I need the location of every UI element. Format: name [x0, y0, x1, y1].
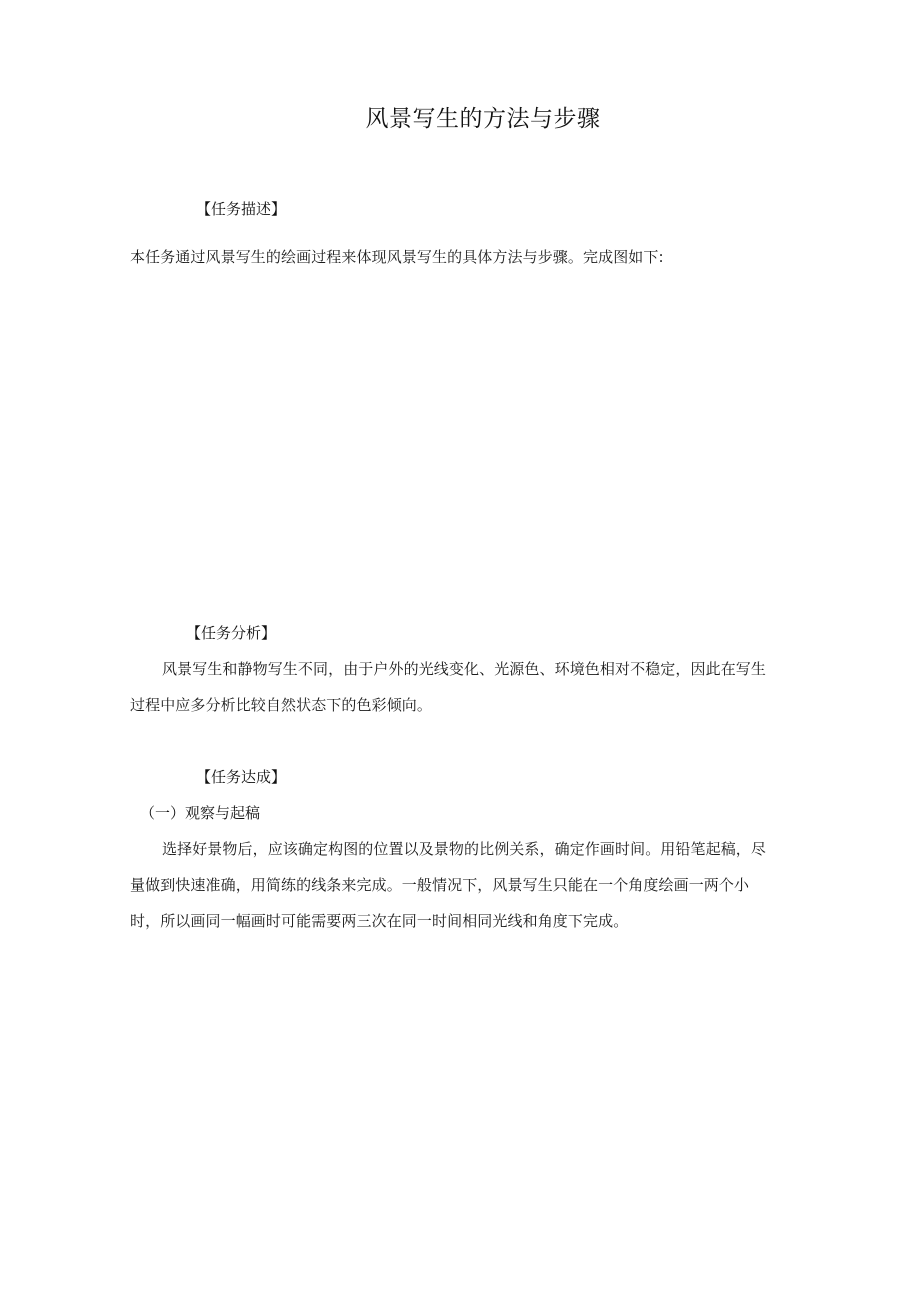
completion-line-3: 时，所以画同一幅画时可能需要两三次在同一时间相同光线和角度下完成。: [130, 912, 629, 930]
completed-figure-placeholder: [130, 290, 820, 590]
section-heading-completion: 【任务达成】: [196, 768, 287, 786]
subheading-observe-sketch: （一）观察与起稿: [140, 804, 261, 822]
analysis-line-1: 风景写生和静物写生不同，由于户外的光线变化、光源色、环境色相对不稳定，因此在写生: [162, 660, 767, 678]
document-title: 风景写生的方法与步骤: [365, 106, 601, 132]
section-heading-description: 【任务描述】: [196, 200, 287, 218]
analysis-line-2: 过程中应多分析比较自然状态下的色彩倾向。: [130, 696, 433, 714]
description-line-1: 本任务通过风景写生的绘画过程来体现风景写生的具体方法与步骤。完成图如下:: [130, 248, 664, 266]
completion-line-1: 选择好景物后，应该确定构图的位置以及景物的比例关系，确定作画时间。用铅笔起稿，尽: [162, 840, 767, 858]
completion-line-2: 量做到快速准确，用简练的线条来完成。一般情况下，风景写生只能在一个角度绘画一两个小: [130, 876, 750, 894]
section-heading-analysis: 【任务分析】: [186, 624, 277, 642]
